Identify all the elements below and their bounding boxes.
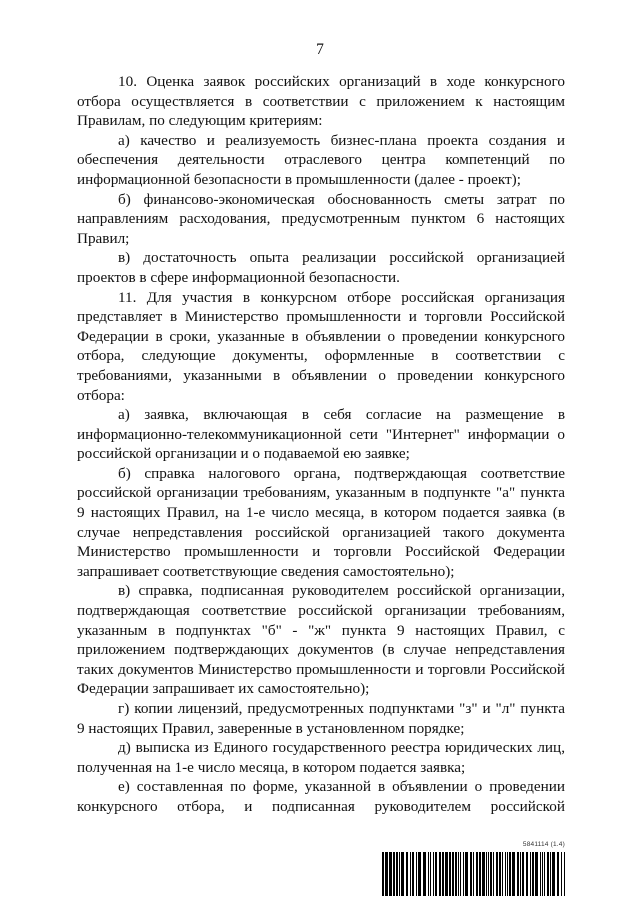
- document-item-d: д) выписка из Единого государственного реестра юридических лиц, полученная на 1-е число месяца, в котором подается заявка;: [77, 739, 565, 776]
- criterion-a: а) качество и реализуемость бизнес-плана проекта создания и обеспечения деятельности отраслевого центра компетенций по информационной безопасности в промышленности (далее - проект);: [77, 131, 565, 188]
- document-body: [77, 72, 565, 817]
- paragraph-11-intro: 11. Для участия в конкурсном отборе российская организация представляет в Министерство промышленности и торговли Российской Федерации в сроки, указанные в объявлении о проведении конкурсного отбора, следующие документы, оформленные в соответствии с требованиями, указанными в объявлении о проведении конкурсного отбора:: [77, 288, 565, 404]
- barcode-block: [381, 840, 567, 900]
- paragraph-10-intro: 10. Оценка заявок российских организаций в ходе конкурсного отбора осуществляется в соответствии с приложением к настоящим Правилам, по следующим критериям:: [77, 73, 565, 130]
- criterion-b: б) финансово-экономическая обоснованность сметы затрат по направлениям расходования, предусмотренным пунктом 6 настоящих Правил;: [77, 190, 565, 247]
- criterion-v: в) достаточность опыта реализации российской организацией проектов в сфере информационной безопасности.: [77, 249, 565, 286]
- barcode-caption: 5841114 (1.4): [522, 841, 565, 848]
- document-item-e: е) составленная по форме, указанной в объявлении о проведении конкурсного отбора, и подписанная руководителем российской: [77, 778, 565, 815]
- barcode-icon: [381, 852, 567, 896]
- document-item-b: б) справка налогового органа, подтверждающая соответствие российской организации требованиям, указанным в подпункте "а" пункта 9 настоящих Правил, на 1-е число месяца, в котором подается заявка (в случае непредставления российской организацией такого документа Министерство промышленности и торговли Российской Федерации запрашивает соответствующие сведения самостоятельно);: [77, 464, 565, 580]
- document-item-a: а) заявка, включающая в себя согласие на размещение в информационно-телекоммуникационной сети "Интернет" информации о российской организации и о подаваемой ею заявке;: [77, 406, 565, 463]
- page-number: 7: [316, 41, 324, 58]
- document-item-v: в) справка, подписанная руководителем российской организации, подтверждающая соответствие российской организации требованиям, указанным в подпунктах "б" - "ж" пункта 9 настоящих Правил, с приложением подтверждающих документов (в случае непредставления таких документов Министерство промышленности и торговли Российской Федерации запрашивает их самостоятельно);: [77, 582, 565, 698]
- document-item-g: г) копии лицензий, предусмотренных подпунктами "з" и "л" пункта 9 настоящих Правил, заверенные в установленном порядке;: [77, 700, 565, 737]
